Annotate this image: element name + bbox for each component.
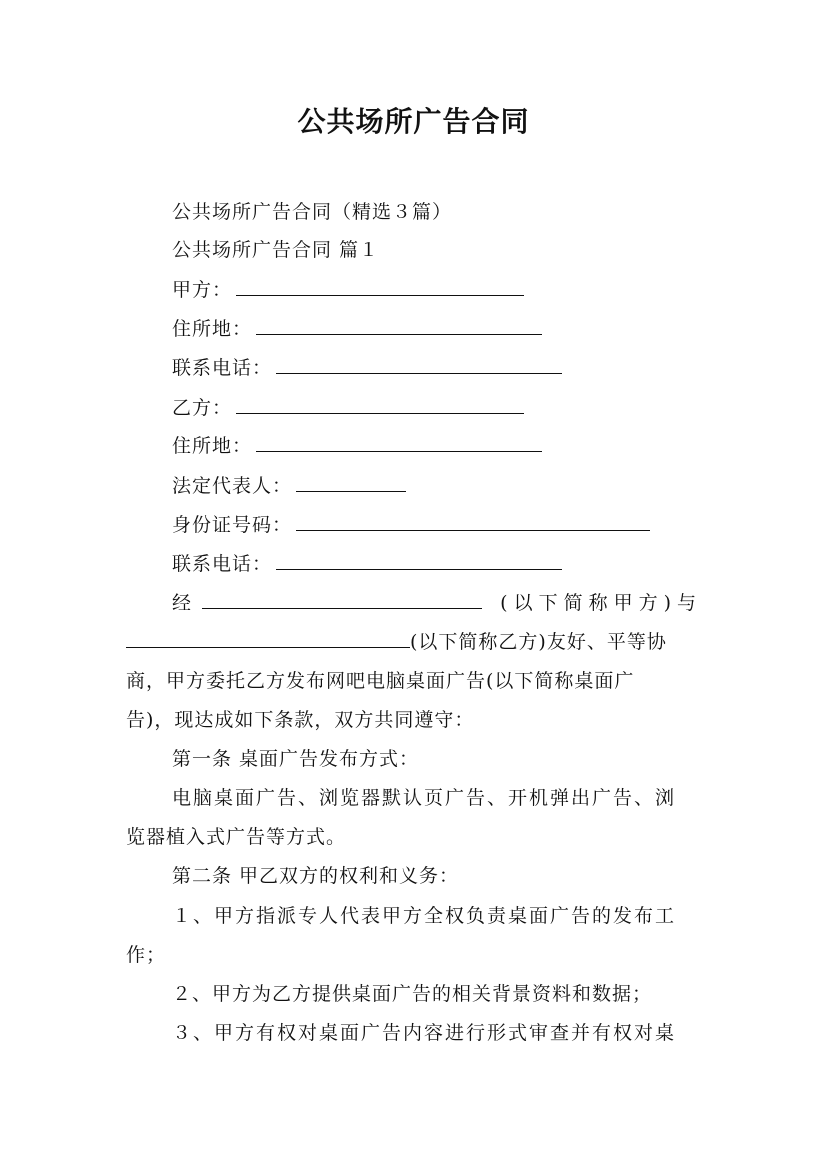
- item1-line2: 作；: [126, 944, 167, 966]
- party-a-phone-label: 联系电话：: [172, 357, 273, 379]
- item3-line1: ３、甲方有权对桌面广告内容进行形式审查并有权对桌: [172, 1022, 677, 1044]
- party-b-phone-label: 联系电话：: [172, 553, 273, 575]
- party-a-label: 甲方：: [172, 279, 233, 301]
- party-b-field: [172, 394, 702, 422]
- item2: ２、甲方为乙方提供桌面广告的相关背景资料和数据；: [172, 983, 653, 1005]
- section-heading: 公共场所广告合同 篇１: [172, 239, 380, 261]
- id-number-field: [172, 511, 702, 539]
- id-number-label: 身份证号码：: [172, 514, 293, 536]
- intro-blank-1: [202, 590, 482, 609]
- id-number-blank: [296, 512, 650, 531]
- party-a-blank: [236, 277, 524, 296]
- party-b-phone-field: [172, 550, 702, 578]
- party-a-phone-field: [172, 354, 702, 382]
- intro-start: 经: [172, 589, 482, 617]
- document-subtitle: 公共场所广告合同（精选３篇）: [172, 201, 453, 223]
- article1-title: 第一条 桌面广告发布方式：: [172, 748, 420, 770]
- party-b-blank: [236, 395, 524, 414]
- party-b-phone-blank: [276, 551, 562, 570]
- party-b-address-blank: [256, 433, 542, 452]
- legal-rep-field: [172, 472, 702, 500]
- party-b-address-label: 住所地：: [172, 435, 253, 457]
- intro-line-3: 商，甲方委托乙方发布网吧电脑桌面广告(以下简称桌面广: [126, 670, 635, 692]
- intro-line-1: [172, 589, 702, 617]
- party-b-address-field: [172, 432, 702, 460]
- party-a-field: [172, 276, 702, 304]
- article1-body-line1: 电脑桌面广告、浏览器默认页广告、开机弹出广告、浏: [172, 787, 677, 809]
- article1-body-line2: 览器植入式广告等方式。: [126, 826, 347, 848]
- intro-mid: (以下简称甲方)与: [500, 592, 702, 614]
- party-a-phone-blank: [276, 355, 562, 374]
- intro-line-4: 告)，现达成如下条款，双方共同遵守：: [126, 709, 475, 731]
- party-a-address-label: 住所地：: [172, 318, 253, 340]
- intro-line-2: (以下简称乙方)友好、平等协: [126, 628, 702, 656]
- document-title: 公共场所广告合同: [297, 105, 530, 138]
- legal-rep-label: 法定代表人：: [172, 475, 293, 497]
- party-a-address-blank: [256, 316, 542, 335]
- item1-line1: １、甲方指派专人代表甲方全权负责桌面广告的发布工: [172, 905, 677, 927]
- legal-rep-blank: [296, 473, 406, 492]
- party-b-label: 乙方：: [172, 397, 233, 419]
- article2-title: 第二条 甲乙双方的权利和义务：: [172, 865, 460, 887]
- party-a-address-field: [172, 315, 702, 343]
- intro-blank-2: [126, 629, 410, 648]
